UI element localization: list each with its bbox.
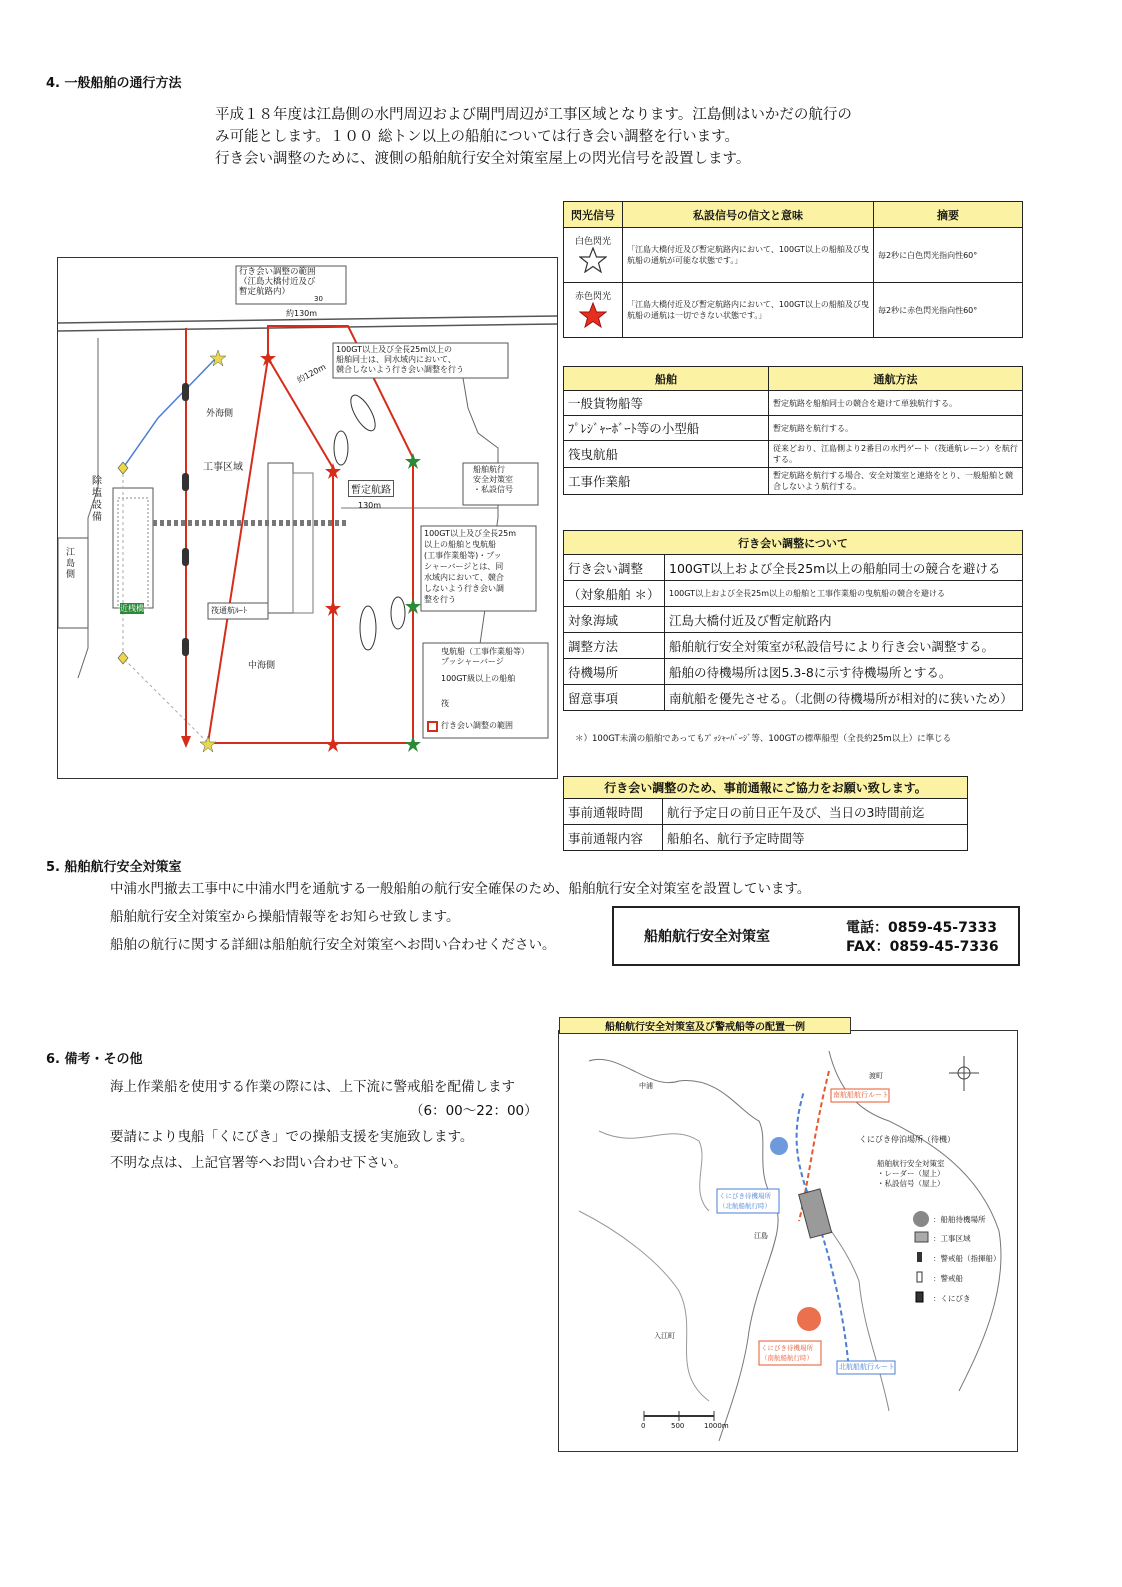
- scale-0: 0: [641, 1422, 646, 1430]
- section6-heading: 6. 備考・その他: [46, 1052, 143, 1067]
- contact-box: [612, 906, 1020, 966]
- signal-name: 赤色閃光: [574, 292, 611, 302]
- legend-guard: ：警戒船: [933, 1274, 963, 1283]
- signal-row-white: [564, 228, 1023, 283]
- kunibiki-south-label: くにびき待機場所 （南航船航行時）: [761, 1344, 813, 1362]
- notice-value: 船舶名、航行予定時間等: [663, 825, 968, 851]
- vessel-method: 暫定航路を航行する場合、安全対策室と連絡をとり、一般船舶と競合しないよう航行する。: [769, 468, 1023, 495]
- vessel-name: 一般貨物船等: [564, 391, 769, 416]
- office-label: 船舶航行安全対策室 ・レーダー（屋上） ・私設信号（屋上）: [877, 1159, 945, 1188]
- distance-label: 約130m: [286, 309, 318, 318]
- section4-line-1: 平成１８年度は江島側の水門周辺および閘門周辺が工事区域となります。江島側はいかだの航行の: [215, 107, 852, 123]
- south-route-label: 南航船航行ルート: [833, 1091, 889, 1099]
- meeting-row: [564, 685, 1023, 711]
- section6-line-2: （6：00～22：00）: [410, 1103, 538, 1119]
- meeting-label: 調整方法: [564, 633, 665, 659]
- contact-tel: 電話：0859-45-7333: [846, 920, 998, 936]
- meeting-label: 行き会い調整: [564, 555, 665, 581]
- vessel-table: [563, 366, 1023, 495]
- signal-meaning: 「江島大橋付近及び暫定航路内において、100GT以上の船舶及び曳航船の通航は一切できない状態です。」: [623, 283, 874, 338]
- place-irie: 入江町: [654, 1332, 675, 1340]
- vessel-method: 従来どおり、江島側より2番目の水門ゲート（筏通航レーン）を航行する。: [769, 441, 1023, 468]
- section6-line-1: 海上作業船を使用する作業の際には、上下流に警戒船を配備します: [110, 1079, 515, 1095]
- meeting-title: 行き会い調整について: [564, 531, 1023, 555]
- legend-raft: 筏: [441, 699, 449, 708]
- section4-line-2: み可能とします。１００ 総トン以上の船舶については行き会い調整を行います。: [215, 129, 739, 145]
- meeting-row: [564, 633, 1023, 659]
- label-near-pier: 近桟橋: [120, 604, 144, 613]
- vessel-name: ﾌﾟﾚｼﾞｬｰﾎﾞｰﾄ等の小型船: [564, 416, 769, 441]
- section5-line-3: 船舶の航行に関する詳細は船舶航行安全対策室へお問い合わせください。: [110, 937, 556, 953]
- section6-line-4: 不明な点は、上記官署等へお問い合わせ下さい。: [110, 1155, 407, 1171]
- scale-1000: 1000m: [704, 1422, 729, 1430]
- callout-top: 100GT以上及び全長25m以上の 船舶同士は、同水域内において、 競合しないよう行き会い調整を行う: [336, 345, 464, 374]
- signal-name: 白色閃光: [574, 237, 611, 247]
- notice-row: [564, 825, 968, 851]
- meeting-row: [564, 659, 1023, 685]
- notice-label: 事前通報内容: [564, 825, 663, 851]
- meeting-value: 南航船を優先させる。（北側の待機場所が相対的に狭いため）: [665, 685, 1023, 711]
- signal-note: 毎2秒に白色閃光指向性60°: [874, 228, 1023, 283]
- label-temp-route: 暫定航路: [348, 480, 394, 497]
- vessel-row: [564, 468, 1023, 495]
- vessel-row: [564, 391, 1023, 416]
- notice-title: 行き会い調整のため、事前通報にご協力をお願い致します。: [564, 777, 968, 799]
- place-nakaura: 中浦: [639, 1082, 653, 1090]
- kunibiki-north-label: くにびき待機場所 （北航船航行時）: [719, 1192, 771, 1210]
- section6-line-3: 要請により曳船「くにびき」での操船支援を実施致します。: [110, 1129, 474, 1145]
- vessel-method: 暫定航路を航行する。: [769, 416, 1023, 441]
- section4-heading: 4. 一般船舶の通行方法: [46, 76, 182, 91]
- scale-500: 500: [671, 1422, 685, 1430]
- meeting-value: 100GT以上および全長25m以上の船舶同士の競合を避ける: [665, 555, 1023, 581]
- meeting-row: [564, 581, 1023, 607]
- distance-label: 約120m: [295, 362, 328, 385]
- navigation-diagram-drawing: [58, 258, 557, 778]
- vessel-method: 暫定航路を船舶同士の競合を避けて単独航行する。: [769, 391, 1023, 416]
- place-watari: 渡町: [869, 1072, 883, 1080]
- signal-col-header: 閃光信号: [564, 202, 623, 228]
- note-col-header: 摘要: [874, 202, 1023, 228]
- meaning-col-header: 私設信号の信文と意味: [623, 202, 874, 228]
- label-work-area: 工事区域: [203, 462, 243, 473]
- distance-label: 130m: [358, 501, 382, 510]
- signal-meaning: 「江島大橋付近及び暫定航路内において、100GT以上の船舶及び曳航船の通航が可能な状態です。」: [623, 228, 874, 283]
- meeting-table: [563, 530, 1023, 711]
- legend-100gt: 100GT級以上の船舶: [441, 674, 516, 683]
- label-desalination: 除塩設備: [92, 476, 102, 523]
- meeting-value: 船舶航行安全対策室が私設信号により行き会い調整する。: [665, 633, 1023, 659]
- method-col-header: 通航方法: [769, 367, 1023, 391]
- contact-fax: FAX：0859-45-7336: [846, 939, 999, 955]
- label-ejima-side: 江島側: [66, 548, 76, 580]
- vessel-name: 工事作業船: [564, 468, 769, 495]
- vessel-col-header: 船舶: [564, 367, 769, 391]
- label-outer-sea: 外海側: [206, 409, 234, 419]
- contact-name: 船舶航行安全対策室: [644, 929, 770, 945]
- signal-table: [563, 201, 1023, 338]
- meeting-label: （対象船舶 ＊）: [564, 581, 665, 607]
- meeting-value: 船舶の待機場所は図5.3-8に示す待機場所とする。: [665, 659, 1023, 685]
- legend-kunibiki: ：くにびき: [933, 1294, 971, 1303]
- vessel-row: [564, 441, 1023, 468]
- distance-label: 30: [314, 295, 323, 303]
- meeting-label: 留意事項: [564, 685, 665, 711]
- legend-guard-command: ：警戒船（指揮船）: [933, 1254, 1001, 1263]
- section5-line-1: 中浦水門撤去工事中に中浦水門を通航する一般船舶の航行安全確保のため、船舶航行安全対策室を設置しています。: [110, 881, 811, 897]
- legend-work-area: ：工事区域: [933, 1234, 971, 1243]
- notice-row: [564, 799, 968, 825]
- navigation-diagram: [57, 257, 558, 779]
- label-raft-route: 筏通航ﾙｰﾄ: [211, 606, 247, 615]
- place-ejima: 江島: [754, 1232, 768, 1240]
- callout-range: 行き会い調整の範囲 （江島大橋付近及び 暫定航路内）: [239, 267, 316, 297]
- meeting-label: 対象海域: [564, 607, 665, 633]
- legend-waiting: ：船舶待機場所: [933, 1215, 986, 1224]
- signal-row-red: [564, 283, 1023, 338]
- section5-line-2: 船舶航行安全対策室から操船情報等をお知らせ致します。: [110, 909, 460, 925]
- signal-note: 毎2秒に赤色閃光指向性60°: [874, 283, 1023, 338]
- map-title: 船舶航行安全対策室及び警戒船等の配置一例: [559, 1017, 851, 1034]
- red-star-icon: [579, 302, 607, 328]
- callout-right: 100GT以上及び全長25m 以上の船舶と曳航船 (工事作業船等)・プッ シャーバージとは、同 水域内において、競合 しないよう行き会い調 整を行う: [424, 529, 517, 604]
- meeting-value: 100GT以上および全長25m以上の船舶と工事作業船の曳航船の競合を避ける: [665, 581, 1023, 607]
- meeting-row: [564, 607, 1023, 633]
- meeting-label: 待機場所: [564, 659, 665, 685]
- label-inner-sea: 中海側: [248, 661, 276, 671]
- white-star-icon: [579, 247, 607, 273]
- north-route-label: 北航船航行ルート: [839, 1363, 895, 1371]
- label-office: 船舶航行 安全対策室 ・私設信号: [473, 465, 513, 494]
- vessel-row: [564, 416, 1023, 441]
- meeting-value: 江島大橋付近及び暫定航路内: [665, 607, 1023, 633]
- legend-range: 行き会い調整の範囲: [441, 721, 513, 730]
- meeting-footnote: ＊）100GT未満の船舶であってもﾌﾟｯｼｬｰﾊﾞｰｼﾞ等、100GTの標準船型（全長約25m以上）に準じる: [575, 734, 952, 744]
- kunibiki-standby-label: くにびき停泊場所（待機）: [859, 1135, 955, 1144]
- notice-label: 事前通報時間: [564, 799, 663, 825]
- notice-value: 航行予定日の前日正午及び、当日の3時間前迄: [663, 799, 968, 825]
- meeting-row: [564, 555, 1023, 581]
- deployment-map: [558, 1022, 1018, 1452]
- section5-heading: 5. 船舶航行安全対策室: [46, 860, 182, 875]
- legend-towing: 曳航船（工事作業船等） プッシャーバージ: [441, 647, 529, 666]
- notice-table: [563, 776, 968, 851]
- vessel-name: 筏曳航船: [564, 441, 769, 468]
- section4-line-3: 行き会い調整のために、渡側の船舶航行安全対策室屋上の閃光信号を設置します。: [215, 151, 751, 167]
